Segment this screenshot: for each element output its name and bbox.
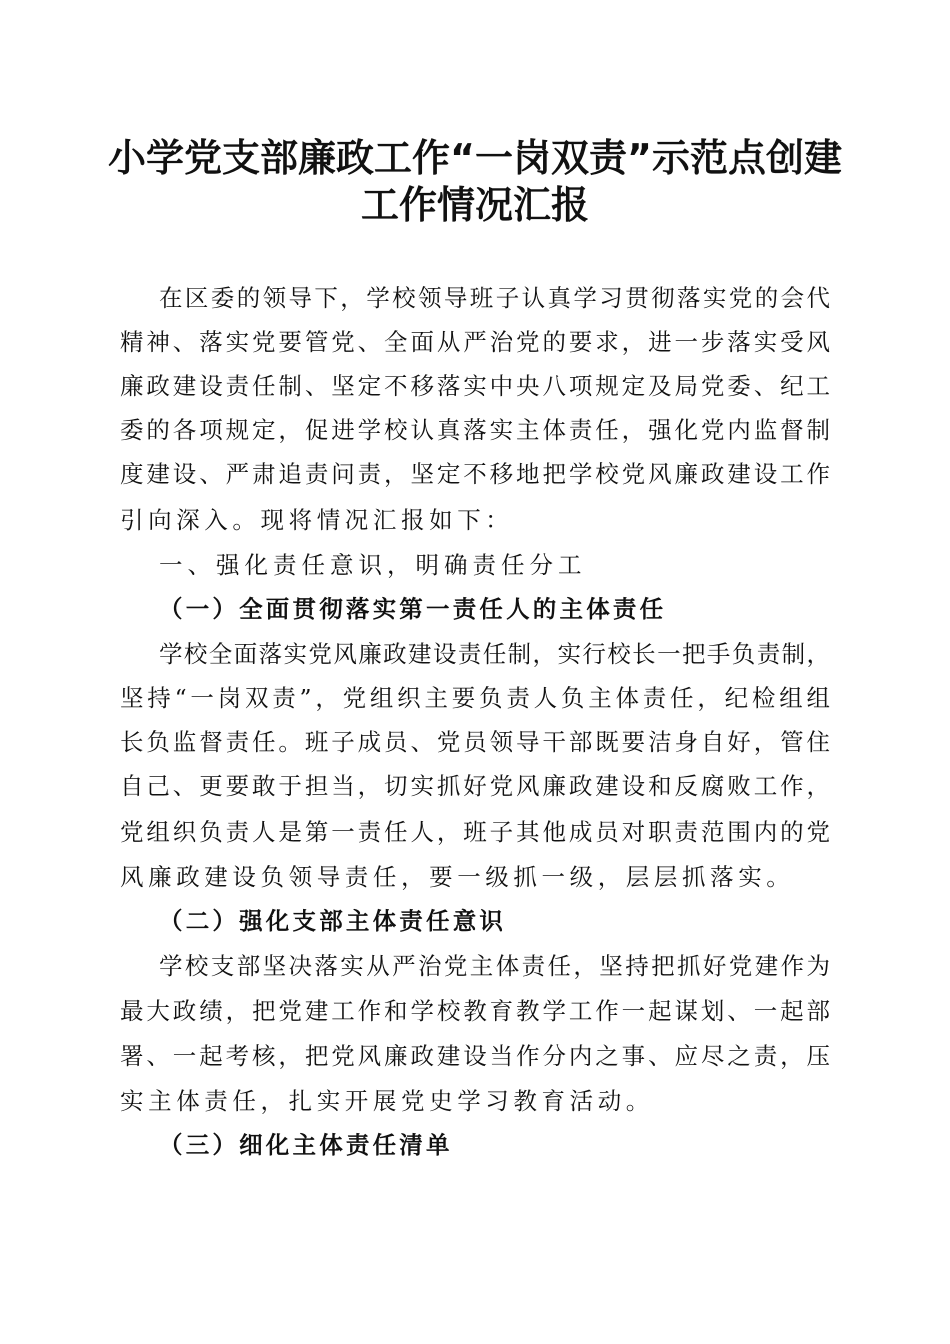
body-line: 坚持“一岗双责”，党组织主要负责人负主体责任，纪检组组 [120,684,830,712]
document-title-line-1: 小学党支部廉政工作“一岗双责”示范点创建 [108,136,842,180]
subsection-heading: （二）强化支部主体责任意识 [159,907,507,935]
intro-line: 度建设、严肃追责问责，坚定不移地把学校党风廉政建设工作 [120,460,830,488]
subsection-heading: （三）细化主体责任清单 [159,1131,453,1159]
intro-line: 委的各项规定，促进学校认真落实主体责任，强化党内监督制 [120,416,830,444]
body-line: 党组织负责人是第一责任人，班子其他成员对职责范围内的党 [120,818,830,846]
body-line: 学校支部坚决落实从严治党主体责任，坚持把抓好党建作为 [159,952,830,980]
section-heading: 一、强化责任意识，明确责任分工 [159,551,587,579]
body-line: 学校全面落实党风廉政建设责任制，实行校长一把手负责制， [159,640,830,668]
intro-line: 引向深入。现将情况汇报如下： [120,506,514,534]
document-title-line-2: 工作情况汇报 [360,183,589,227]
intro-line: 在区委的领导下，学校领导班子认真学习贯彻落实党的会代 [159,284,830,312]
subsection-heading: （一）全面贯彻落实第一责任人的主体责任 [159,595,667,623]
body-line: 实主体责任，扎实开展党史学习教育活动。 [120,1087,654,1115]
body-line: 自己、更要敢于担当，切实抓好党风廉政建设和反腐败工作， [120,772,830,800]
body-line: 署、一起考核，把党风廉政建设当作分内之事、应尽之责，压 [120,1042,830,1070]
body-line: 最大政绩，把党建工作和学校教育教学工作一起谋划、一起部 [120,997,830,1025]
intro-line: 精神、落实党要管党、全面从严治党的要求，进一步落实受风 [120,328,830,356]
body-line: 长负监督责任。班子成员、党员领导干部既要洁身自好，管住 [120,728,830,756]
body-line: 风廉政建设负领导责任，要一级抓一级，层层抓落实。 [120,863,795,891]
intro-line: 廉政建设责任制、坚定不移落实中央八项规定及局党委、纪工 [120,372,830,400]
